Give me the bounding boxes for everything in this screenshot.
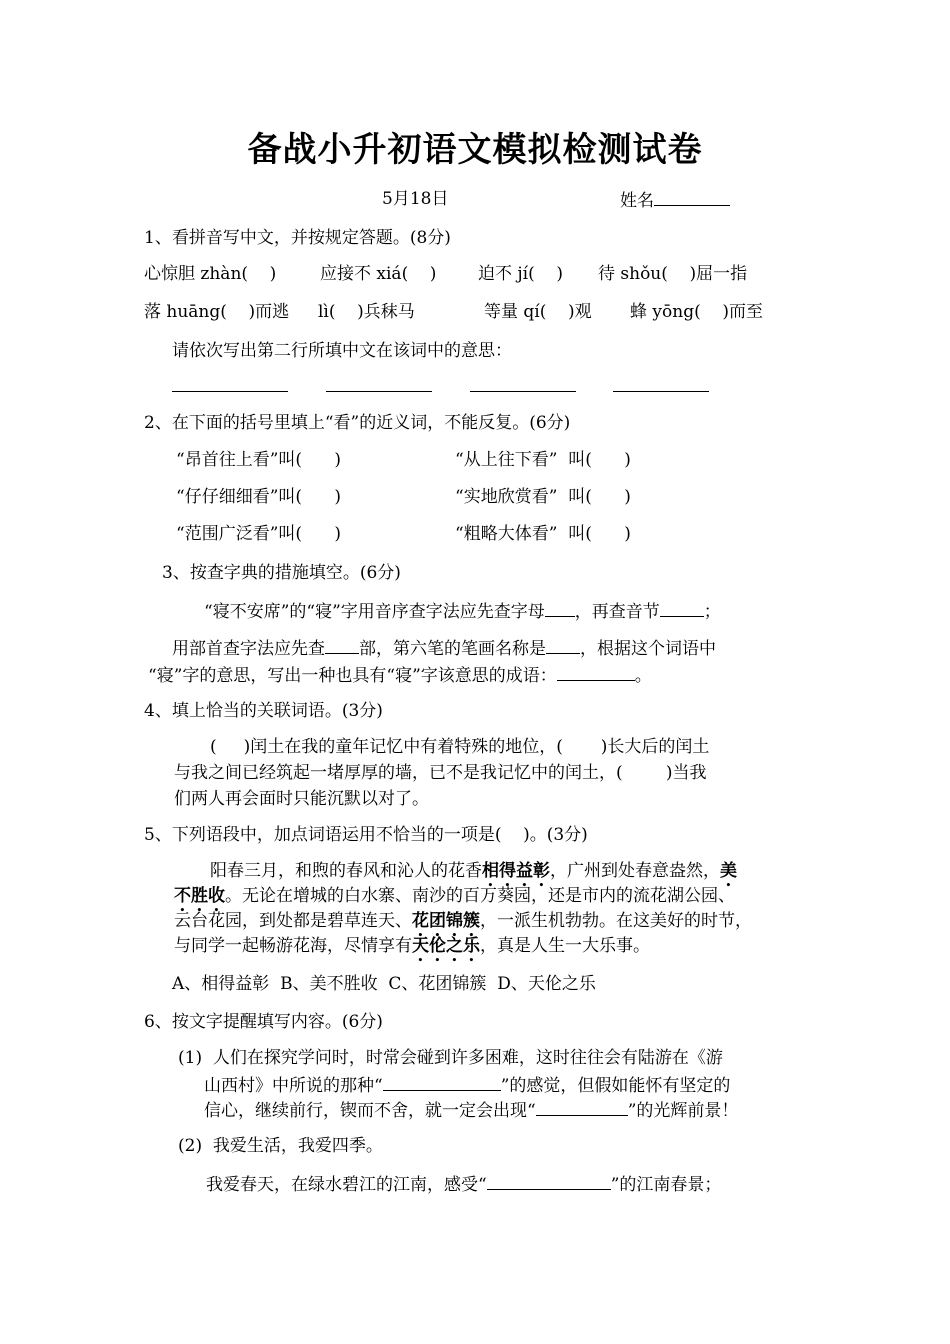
q2-heading: 2、在下面的括号里填上“看”的近义词，不能反复。(6分) (144, 413, 571, 433)
q6-p1-line1: (1) 人们在探究学问时，时常会碰到许多困难，这时往往会有陆游在《游 (178, 1048, 723, 1068)
q1-row1-item4: 待 shǒu( )屈一指 (598, 264, 748, 284)
q3-line3: “寝”字的意思，写出一种也具有“寝”字该意思的成语： 。 (148, 662, 652, 688)
q1-row2-item2: lì( )兵秣马 (318, 302, 415, 322)
q6-p1-line2: 山西村》中所说的那种“ ”的感觉，但假如能怀有坚定的 (204, 1072, 730, 1098)
q2-item: “范围广泛看”叫( ) (176, 524, 342, 544)
q5-passage-line4: 与同学一起畅游花海，尽情享有天伦之乐，真是人生一大乐事。 (174, 936, 650, 956)
dotted-phrase: 美 (720, 861, 737, 881)
q5-passage-line2: 不胜收。无论在增城的白水寨、南沙的百万葵园，还是市内的流花湖公园、 (174, 886, 735, 906)
q3-blank-stroke[interactable] (546, 635, 580, 654)
q1-row1-item1: 心惊胆 zhàn( ) (144, 264, 277, 284)
q1-answer-blank-4[interactable] (613, 391, 709, 392)
name-label: 姓名 (620, 191, 654, 211)
q1-row2-item3: 等量 qí( )观 (484, 302, 592, 322)
q6-blank-3[interactable] (487, 1171, 611, 1190)
q2-item: “昂首往上看”叫( ) (176, 450, 342, 470)
q4-line: 们两人再会面时只能沉默以对了。 (174, 789, 429, 809)
dotted-phrase: 不胜收 (174, 886, 225, 906)
q3-heading: 3、按查字典的措施填空。(6分) (162, 563, 401, 583)
dotted-phrase: 天伦之乐 (412, 936, 480, 956)
q5-passage-line3: 云台花园，到处都是碧草连天、花团锦簇，一派生机勃勃。在这美好的时节， (174, 911, 752, 931)
dotted-phrase: 花团锦簇 (412, 911, 480, 931)
page-title: 备战小升初语文模拟检测试卷 (247, 130, 703, 170)
q3-line2: 用部首查字法应先查 部，第六笔的笔画名称是 ，根据这个词语中 (172, 635, 716, 661)
q6-p2-line1: 我爱春天，在绿水碧江的江南，感受“ ”的江南春景； (206, 1171, 721, 1197)
dotted-phrase: 相得益彰 (482, 861, 550, 881)
q1-row1-item3: 迫不 jí( ) (478, 264, 563, 284)
q4-heading: 4、填上恰当的关联词语。(3分) (144, 701, 383, 721)
q3-blank-letter[interactable] (545, 598, 575, 617)
q3-blank-radical[interactable] (325, 635, 359, 654)
q1-answer-blank-3[interactable] (470, 391, 576, 392)
q1-answer-blank-2[interactable] (326, 391, 432, 392)
q6-blank-2[interactable] (536, 1097, 628, 1116)
q3-line1: “寝不安席”的“寝”字用音序查字法应先查字母 ，再查音节 ； (204, 598, 721, 624)
q5-options: A、相得益彰 B、美不胜收 C、花团锦簇 D、天伦之乐 (172, 974, 596, 994)
q1-heading: 1、看拼音写中文，并按规定答题。(8分) (144, 228, 451, 248)
q1-row1-item2: 应接不 xiá( ) (320, 264, 437, 284)
q5-heading: 5、下列语段中，加点词语运用不恰当的一项是( )。(3分) (144, 825, 588, 845)
q2-item: “实地欣赏看” 叫( ) (455, 487, 631, 507)
q6-heading: 6、按文字提醒填写内容。(6分) (144, 1012, 383, 1032)
name-field[interactable] (620, 187, 730, 213)
q1-instruction: 请依次写出第二行所填中文在该词中的意思： (172, 341, 512, 361)
q6-blank-1[interactable] (383, 1072, 501, 1091)
q1-answer-blank-1[interactable] (172, 391, 288, 392)
q1-row2-item4: 蜂 yōng( )而至 (630, 302, 763, 322)
q6-p1-line3: 信心，继续前行，锲而不舍，就一定会出现“ ”的光辉前景！ (204, 1097, 738, 1123)
q2-item: “仔仔细细看”叫( ) (176, 487, 342, 507)
q5-passage-line1: 阳春三月，和煦的春风和沁人的花香相得益彰，广州到处春意盎然，美 (210, 861, 737, 881)
name-blank[interactable] (654, 187, 730, 206)
q4-line: 与我之间已经筑起一堵厚厚的墙，已不是我记忆中的闰土，( )当我 (174, 763, 707, 783)
q3-blank-idiom[interactable] (557, 662, 635, 681)
q2-item: “从上往下看” 叫( ) (455, 450, 631, 470)
q6-p2-heading: (2) 我爱生活，我爱四季。 (178, 1136, 383, 1156)
q4-line: ( )闰土在我的童年记忆中有着特殊的地位，( )长大后的闰土 (210, 737, 710, 757)
q1-row2-item1: 落 huāng( )而逃 (144, 302, 290, 322)
q3-blank-syllable[interactable] (660, 598, 704, 617)
exam-date: 5月18日 (382, 189, 449, 209)
q2-item: “粗略大体看” 叫( ) (455, 524, 631, 544)
